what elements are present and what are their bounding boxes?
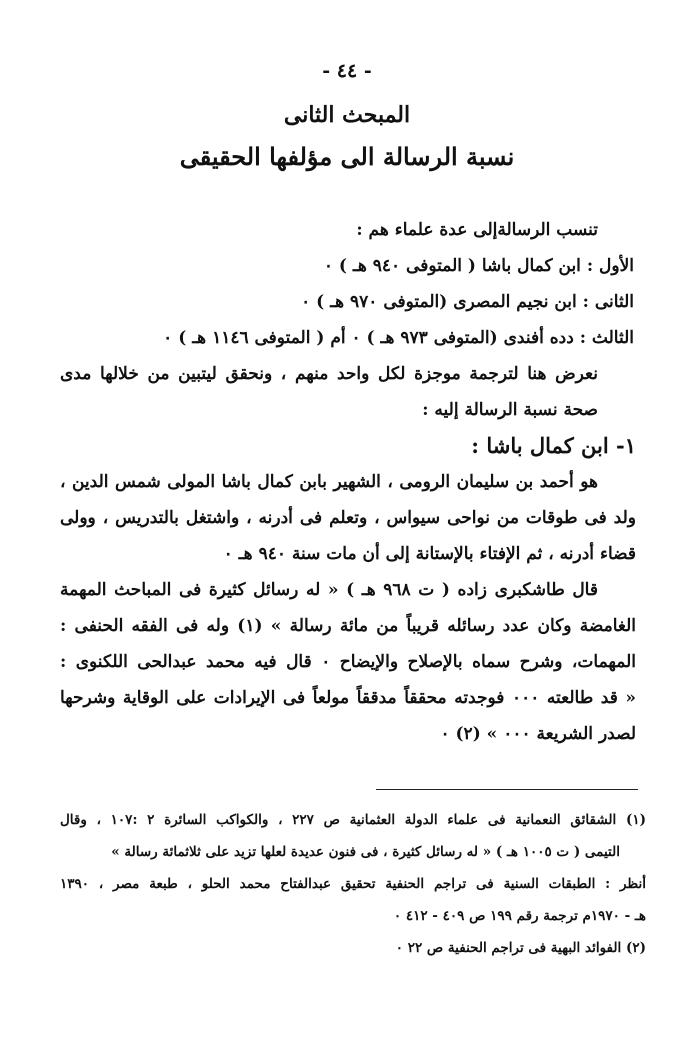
attribution-first: الأول : ابن كمال باشا ( المتوفى ٩٤٠ هـ ) ٠ bbox=[323, 256, 634, 276]
intro-line: تنسب الرسالةإلى عدة علماء هم : bbox=[356, 220, 598, 240]
section-heading: ١- ابن كمال باشا : bbox=[471, 433, 636, 458]
quote-line: « قد طالعته ٠٠٠ فوجدته محققاً مدققاً مولعاً فى الإيرادات على الوقاية وشرحها bbox=[60, 688, 636, 708]
footnote-separator bbox=[376, 789, 638, 790]
footnote-line: التيمى ( ت ١٠٠٥ هـ ) « له رسائل كثيرة ، فى فنون عديدة لعلها تزيد على ثلاثمائة رسالة » bbox=[111, 844, 620, 860]
bio-line: قضاء أدرنه ، ثم الإفتاء بالإستانة إلى أن مات سنة ٩٤٠ هـ ٠ bbox=[223, 544, 636, 564]
footnote-line: أنظر : الطبقات السنية فى تراجم الحنفية تحقيق عبدالفتاح محمد الحلو ، طبعة مصر ، ١٣٩٠ bbox=[60, 876, 646, 892]
footnotes bbox=[60, 804, 646, 964]
main-text bbox=[60, 212, 636, 752]
footnote-line: (١) الشقائق النعمانية فى علماء الدولة العثمانية ص ٢٢٧ ، والكواكب السائرة ٢ :١٠٧ ، وقال bbox=[60, 812, 647, 828]
bio-line: ولد فى طوقات من نواحى سيواس ، وتعلم فى أدرنه ، واشتغل بالتدريس ، وولى bbox=[60, 508, 636, 528]
quote-line: الغامضة وكان عدد رسائله قريباً من مائة رسالة » (١) وله فى الفقه الحنفى : bbox=[60, 616, 637, 636]
quote-line: قال طاشكبرى زاده ( ت ٩٦٨ هـ ) « له رسائل كثيرة فى المباحث المهمة bbox=[60, 580, 598, 600]
footnote-line: هـ - ١٩٧٠م ترجمة رقم ١٩٩ ص ٤٠٩ - ٤١٢ ٠ bbox=[393, 908, 646, 924]
chapter-title: نسبة الرسالة الى مؤلفها الحقيقى bbox=[179, 142, 515, 171]
bio-line: هو أحمد بن سليمان الرومى ، الشهير بابن كمال باشا المولى شمس الدين ، bbox=[60, 472, 598, 492]
purpose-line: نعرض هنا لترجمة موجزة لكل واحد منهم ، ونحقق ليتبين من خلالها مدى bbox=[60, 364, 598, 384]
chapter-heading: المبحث الثانى bbox=[283, 102, 411, 128]
quote-line: المهمات، وشرح سماه بالإصلاح والإيضاح ٠ قال فيه محمد عبدالحى اللكنوى : bbox=[60, 652, 636, 672]
attribution-second: الثانى : ابن نجيم المصرى (المتوفى ٩٧٠ هـ ) ٠ bbox=[301, 292, 634, 312]
attribution-third: الثالث : دده أفندى (المتوفى ٩٧٣ هـ ) ٠ أم ( المتوفى ١١٤٦ هـ ) ٠ bbox=[163, 328, 634, 348]
quote-line: لصدر الشريعة ٠٠٠ » (٢) ٠ bbox=[440, 724, 636, 744]
purpose-line: صحة نسبة الرسالة إليه : bbox=[422, 400, 598, 420]
page-number: - ٤٤ - bbox=[322, 60, 372, 82]
footnote-line: (٢) الفوائد البهية فى تراجم الحنفية ص ٢٢ ٠ bbox=[395, 940, 646, 956]
